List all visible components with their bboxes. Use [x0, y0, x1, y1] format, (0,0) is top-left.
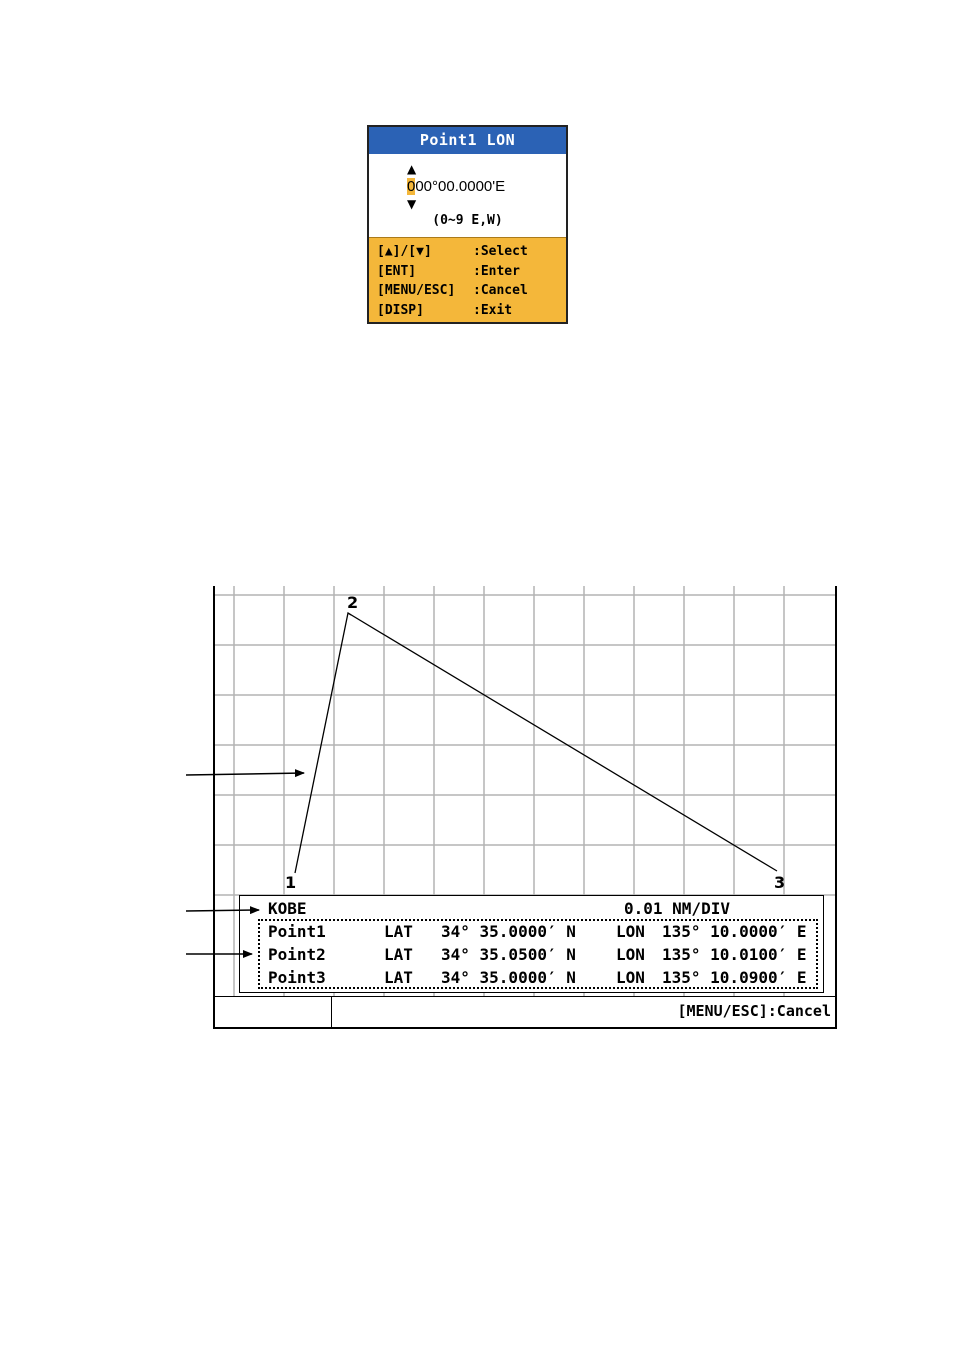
help-action: :Cancel: [473, 283, 528, 298]
point-name: Point2: [268, 945, 326, 964]
lat-value: 34° 35.0500′ N: [441, 945, 576, 964]
longitude-value-rest: 00°00.0000'E: [415, 178, 506, 195]
help-row-cancel: [369, 281, 566, 301]
grid-scale: 0.01 NM/DIV: [624, 899, 730, 918]
boundary-line: [295, 613, 777, 873]
lat-label: LAT: [384, 922, 413, 941]
point-row: [260, 967, 807, 989]
input-range-hint: (0~9 E,W): [432, 213, 503, 228]
lat-value: 34° 35.0000′ N: [441, 922, 576, 941]
help-action: :Enter: [473, 263, 520, 279]
up-arrow-icon[interactable]: ▲: [407, 162, 417, 176]
dialog-title: Point1 LON: [369, 127, 566, 154]
help-key: [ENT]: [377, 263, 417, 279]
plot-screen: [213, 586, 837, 1029]
cancel-hint[interactable]: [MENU/ESC]:Cancel: [677, 1002, 831, 1020]
help-key: [MENU/ESC]: [377, 283, 456, 298]
lon-label: LON: [616, 922, 645, 941]
point-row: [260, 944, 807, 966]
edit-cursor-digit[interactable]: 0: [407, 178, 416, 195]
point-2-label: 2: [347, 593, 359, 612]
help-action: :Select: [473, 244, 528, 259]
down-arrow-icon[interactable]: ▼: [407, 197, 417, 211]
help-key: [DISP]: [377, 302, 424, 318]
help-row-select: [369, 242, 566, 262]
point-row: [260, 921, 807, 943]
key-help-panel: [369, 237, 566, 322]
help-row-exit: [369, 301, 566, 321]
help-action: :Exit: [473, 302, 513, 318]
lat-label: LAT: [384, 945, 413, 964]
lat-label: LAT: [384, 968, 413, 987]
status-divider: [331, 997, 332, 1027]
help-key: [▲]/[▼]: [377, 244, 432, 259]
point-list: [258, 919, 818, 989]
longitude-input[interactable]: [407, 178, 505, 196]
lon-label: LON: [616, 968, 645, 987]
lat-value: 34° 35.0000′ N: [441, 968, 576, 987]
point-3-label: 3: [774, 873, 786, 892]
point-1-label: 1: [285, 873, 297, 892]
point-lon-dialog: [367, 125, 568, 324]
status-bar: [215, 996, 835, 1027]
area-name: KOBE: [268, 899, 307, 918]
lon-value: 135° 10.0100′ E: [662, 945, 807, 964]
point-name: Point3: [268, 968, 326, 987]
lon-value: 135° 10.0900′ E: [662, 968, 807, 987]
point-info-panel: [239, 895, 824, 993]
lon-label: LON: [616, 945, 645, 964]
lon-value: 135° 10.0000′ E: [662, 922, 807, 941]
help-row-enter: [369, 262, 566, 282]
point-name: Point1: [268, 922, 326, 941]
